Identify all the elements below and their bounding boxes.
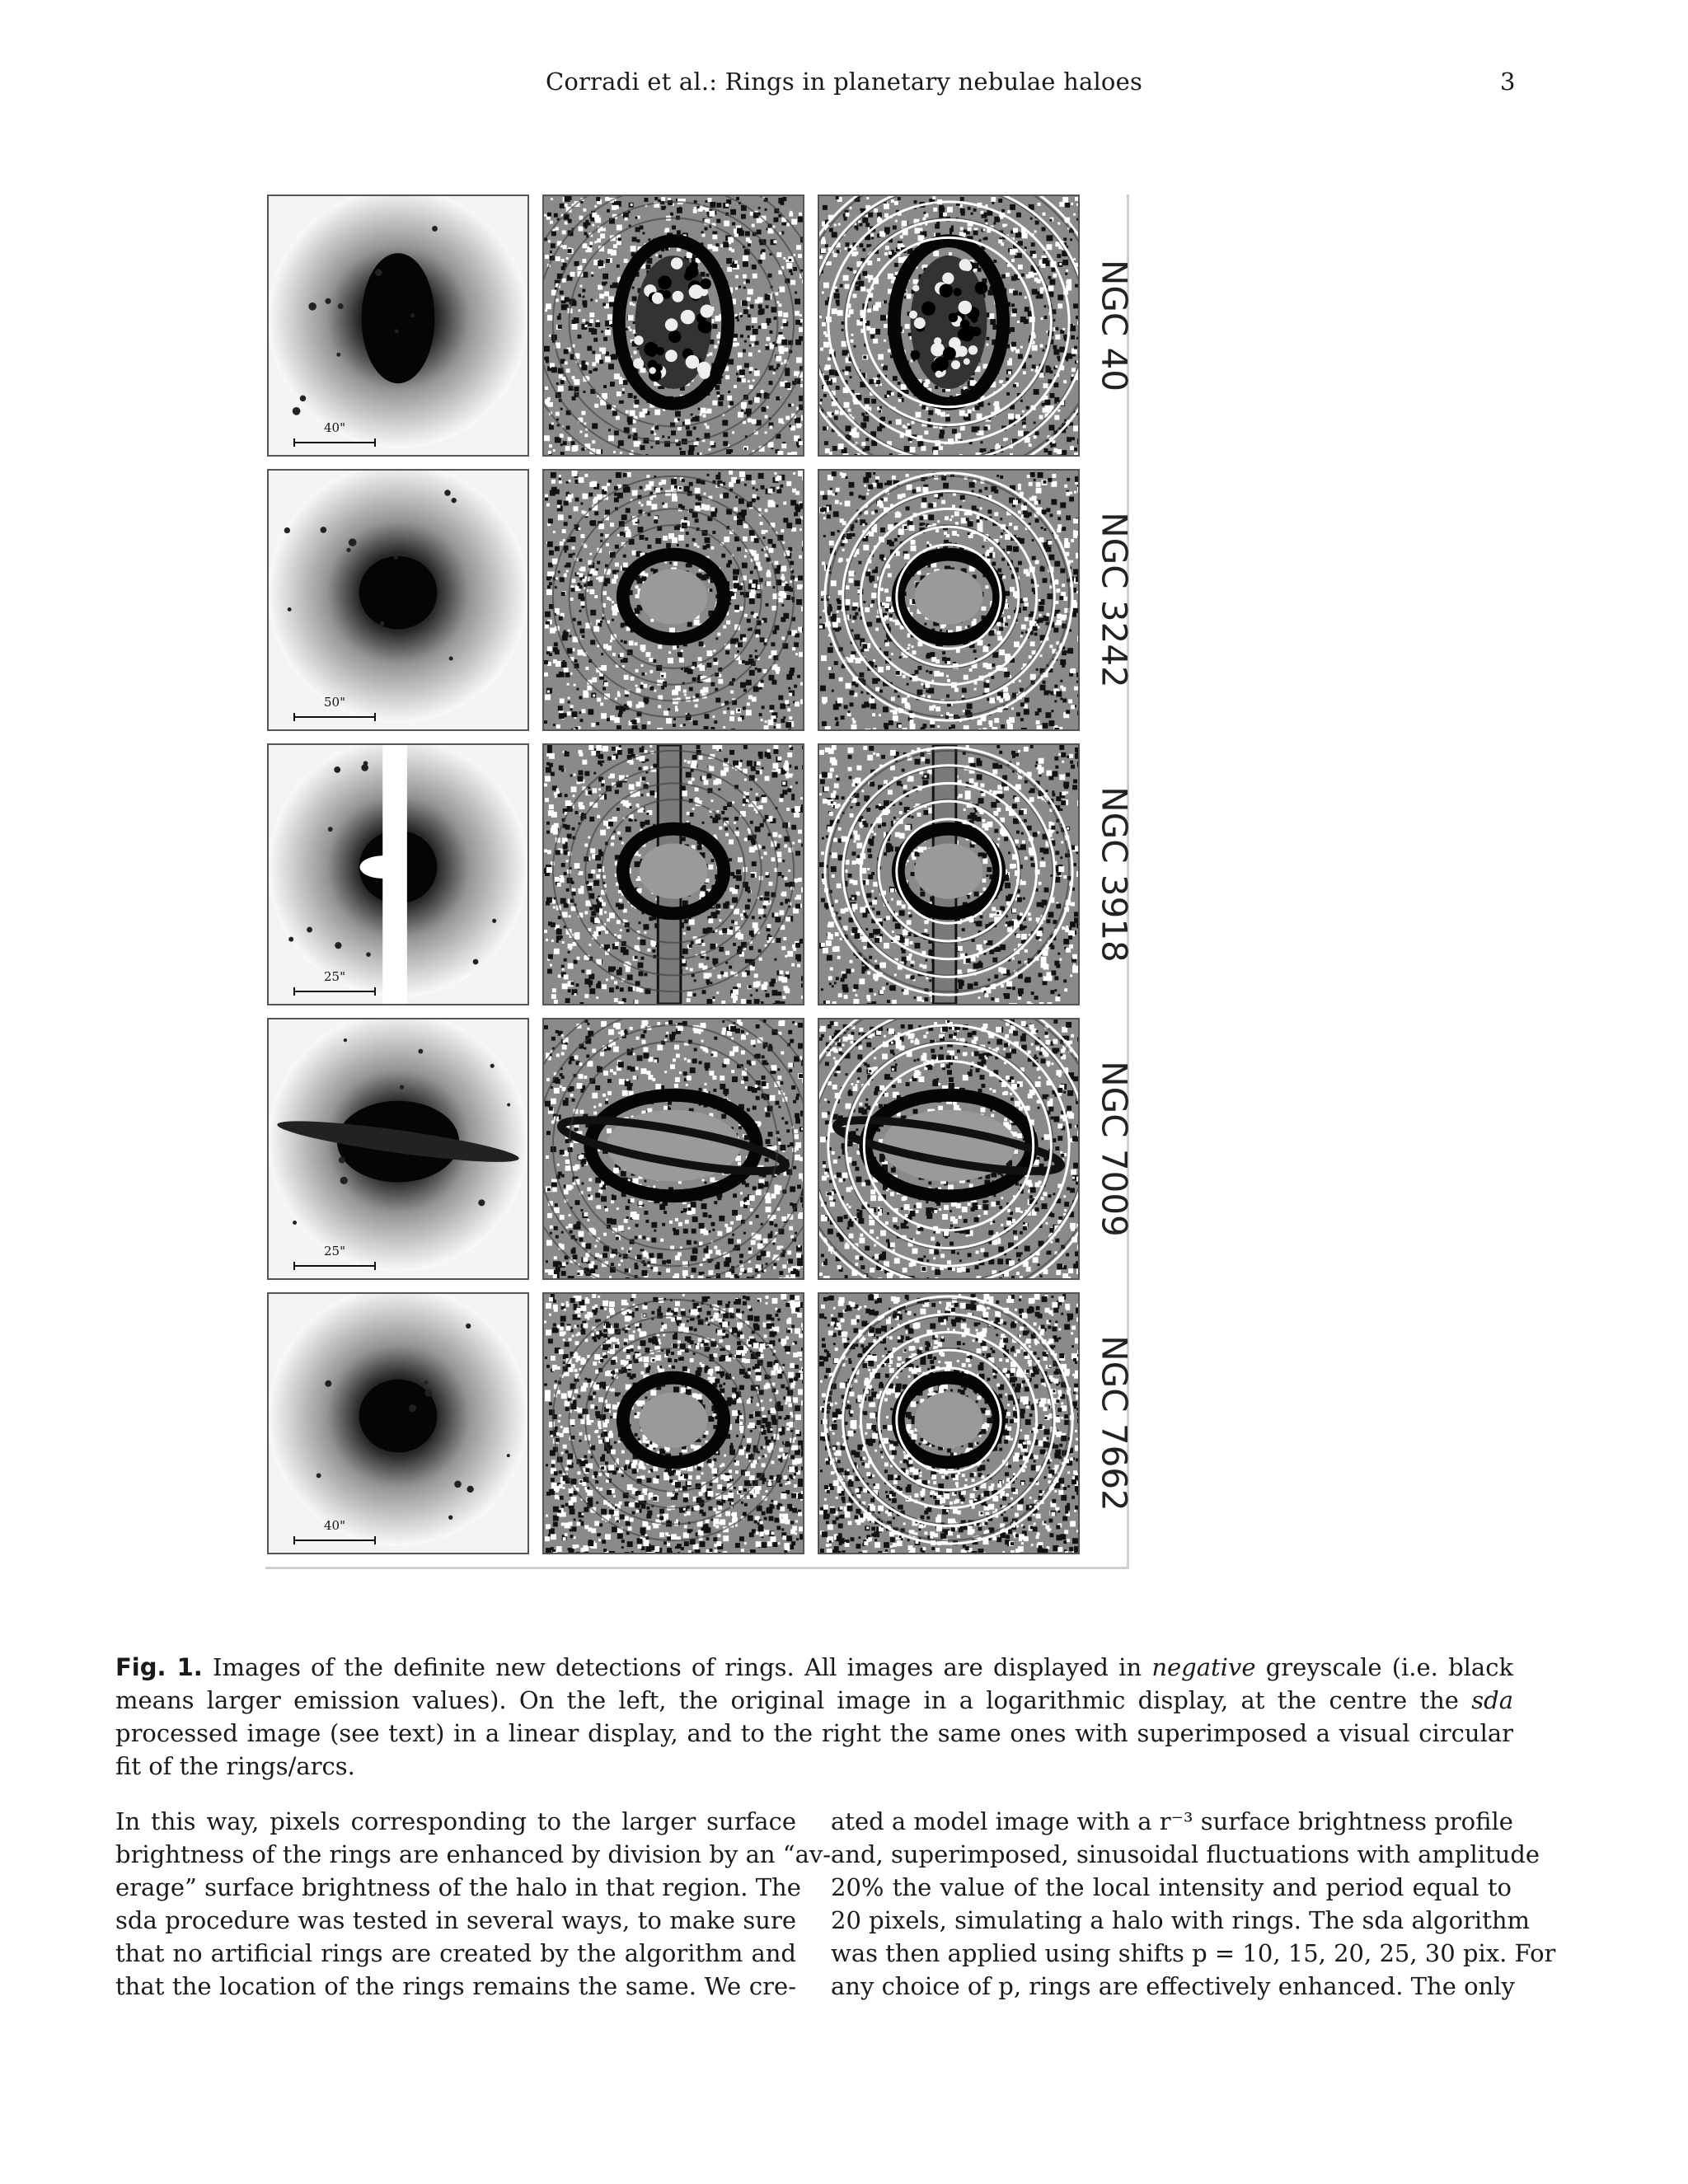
panel-sda-rings [818, 194, 1080, 457]
scale-bar [293, 695, 376, 721]
panel-sda-rings [818, 1292, 1080, 1554]
page-number: 3 [1500, 68, 1516, 96]
body-text-line: brightness of the rings are enhanced by division by an “av- [115, 1840, 832, 1868]
panel-sda [542, 743, 804, 1005]
panel-original [267, 1292, 529, 1554]
running-head: Corradi et al.: Rings in planetary nebulae haloes [545, 68, 1143, 96]
object-name: NGC 3242 [1094, 512, 1135, 688]
scale-bar-label: 50" [324, 695, 345, 710]
body-text-line: ated a model image with a r⁻³ surface brightness profile [831, 1807, 1513, 1835]
caption-label: Fig. 1. [115, 1653, 203, 1681]
scale-bar [293, 1518, 376, 1544]
panel-sda-rings [818, 743, 1080, 1005]
scale-bar [293, 969, 376, 996]
body-text-line: erage” surface brightness of the halo in that region. The [115, 1873, 801, 1901]
object-name: NGC 7662 [1094, 1335, 1135, 1511]
object-name-label [1090, 469, 1139, 731]
caption-text-b: greyscale (i.e. black means larger emission values). On the left, the original image in a logarithmic display, at the centre the [115, 1653, 1514, 1714]
body-column-left [115, 1805, 832, 2003]
scale-bar-label: 40" [324, 1518, 345, 1533]
scale-bar-label: 40" [324, 420, 345, 435]
object-name-label [1090, 1292, 1139, 1554]
object-name-label [1090, 743, 1139, 1005]
panel-original [267, 469, 529, 731]
body-text-line: In this way, pixels corresponding to the larger surface [115, 1807, 796, 1835]
object-name-label [1090, 1018, 1139, 1280]
body-text-line: 20 pixels, simulating a halo with rings. The sda algorithm [831, 1906, 1531, 1934]
figure-caption [115, 1651, 1513, 1783]
caption-text-a: Images of the definite new detections of rings. All images are displayed in [213, 1653, 1142, 1681]
figure-1 [265, 194, 1135, 1569]
caption-emph-sda: sda [1471, 1686, 1514, 1714]
object-name: NGC 7009 [1094, 1061, 1135, 1237]
panel-sda [542, 1292, 804, 1554]
scale-bar-label: 25" [324, 1244, 345, 1258]
caption-emph-negative: negative [1151, 1653, 1256, 1681]
panel-sda [542, 1018, 804, 1280]
panel-original [267, 1018, 529, 1280]
object-name: NGC 40 [1094, 259, 1135, 392]
panel-sda-rings [818, 1018, 1080, 1280]
body-column-right [831, 1805, 1556, 2003]
body-text-line: was then applied using shifts p = 10, 15, 20, 25, 30 pix. For [831, 1939, 1556, 1967]
scale-bar-label: 25" [324, 969, 345, 984]
panel-original [267, 194, 529, 457]
panel-sda [542, 469, 804, 731]
object-name: NGC 3918 [1094, 786, 1135, 963]
panel-original [267, 743, 529, 1005]
panel-sda-rings [818, 469, 1080, 731]
body-text-line: sda procedure was tested in several ways, to make sure [115, 1906, 796, 1934]
body-text-line: 20% the value of the local intensity and period equal to [831, 1873, 1512, 1901]
body-text-line: that no artificial rings are created by the algorithm and [115, 1939, 796, 1967]
body-text-line: and, superimposed, sinusoidal fluctuations with amplitude [831, 1840, 1540, 1868]
object-name-label [1090, 194, 1139, 457]
body-text-line: that the location of the rings remains the same. We cre- [115, 1972, 796, 2000]
scale-bar [293, 1244, 376, 1270]
panel-sda [542, 194, 804, 457]
scale-bar [293, 420, 376, 447]
caption-text-c: processed image (see text) in a linear display, and to the right the same ones with superimposed a visual circular fit of the rings/arcs. [115, 1719, 1513, 1780]
body-text-line: any choice of p, rings are effectively enhanced. The only [831, 1972, 1515, 2000]
